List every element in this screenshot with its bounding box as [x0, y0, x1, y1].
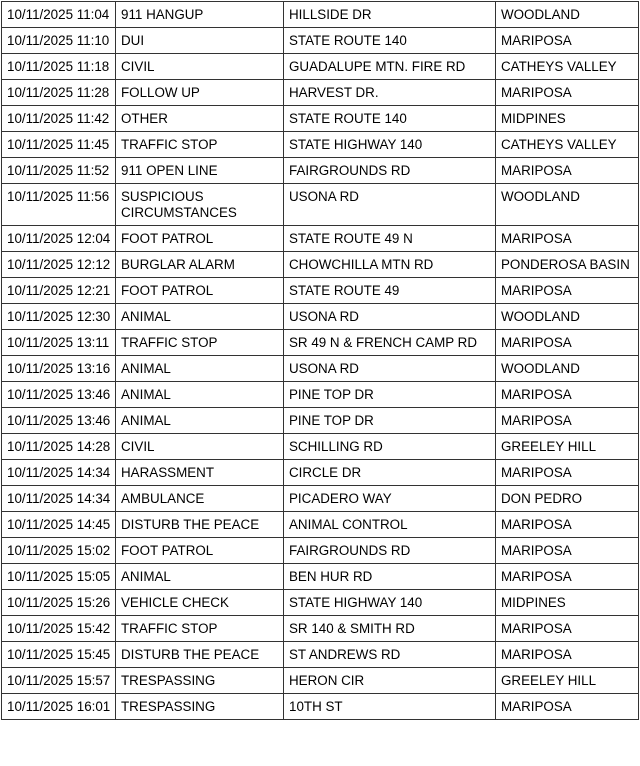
table-row	[2, 564, 639, 590]
area-cell: MARIPOSA	[496, 460, 639, 486]
call-type-cell: DISTURB THE PEACE	[116, 512, 284, 538]
datetime-cell: 10/11/2025 16:01	[2, 694, 116, 720]
location-cell: SR 49 N & FRENCH CAMP RD	[284, 330, 496, 356]
datetime-cell: 10/11/2025 12:04	[2, 226, 116, 252]
location-cell: STATE ROUTE 140	[284, 106, 496, 132]
table-row	[2, 106, 639, 132]
location-cell: SCHILLING RD	[284, 434, 496, 460]
area-cell: MARIPOSA	[496, 408, 639, 434]
call-type-cell: ANIMAL	[116, 382, 284, 408]
datetime-cell: 10/11/2025 13:16	[2, 356, 116, 382]
call-type-cell: FOOT PATROL	[116, 278, 284, 304]
location-cell: ANIMAL CONTROL	[284, 512, 496, 538]
table-row	[2, 538, 639, 564]
area-cell: WOODLAND	[496, 2, 639, 28]
table-row	[2, 382, 639, 408]
call-type-cell: FOOT PATROL	[116, 538, 284, 564]
table-row	[2, 278, 639, 304]
datetime-cell: 10/11/2025 12:12	[2, 252, 116, 278]
datetime-cell: 10/11/2025 15:26	[2, 590, 116, 616]
call-type-cell: ANIMAL	[116, 304, 284, 330]
call-type-cell: TRESPASSING	[116, 668, 284, 694]
table-row	[2, 434, 639, 460]
area-cell: MARIPOSA	[496, 382, 639, 408]
table-row	[2, 330, 639, 356]
call-type-cell: ANIMAL	[116, 564, 284, 590]
location-cell: FAIRGROUNDS RD	[284, 158, 496, 184]
area-cell: MARIPOSA	[496, 512, 639, 538]
call-type-cell: TRAFFIC STOP	[116, 330, 284, 356]
location-cell: CHOWCHILLA MTN RD	[284, 252, 496, 278]
area-cell: MARIPOSA	[496, 80, 639, 106]
call-type-cell: CIVIL	[116, 54, 284, 80]
location-cell: USONA RD	[284, 356, 496, 382]
call-type-cell: FOLLOW UP	[116, 80, 284, 106]
table-row	[2, 304, 639, 330]
table-row	[2, 460, 639, 486]
location-cell: PINE TOP DR	[284, 408, 496, 434]
location-cell: USONA RD	[284, 184, 496, 226]
table-row	[2, 132, 639, 158]
location-cell: PICADERO WAY	[284, 486, 496, 512]
area-cell: MARIPOSA	[496, 158, 639, 184]
location-cell: STATE ROUTE 140	[284, 28, 496, 54]
location-cell: STATE ROUTE 49 N	[284, 226, 496, 252]
area-cell: GREELEY HILL	[496, 434, 639, 460]
area-cell: GREELEY HILL	[496, 668, 639, 694]
table-row	[2, 252, 639, 278]
call-type-cell: CIVIL	[116, 434, 284, 460]
area-cell: MARIPOSA	[496, 28, 639, 54]
datetime-cell: 10/11/2025 14:45	[2, 512, 116, 538]
location-cell: STATE ROUTE 49	[284, 278, 496, 304]
call-type-cell: HARASSMENT	[116, 460, 284, 486]
call-type-cell: DISTURB THE PEACE	[116, 642, 284, 668]
area-cell: CATHEYS VALLEY	[496, 54, 639, 80]
call-log-body	[2, 2, 639, 720]
table-row	[2, 590, 639, 616]
area-cell: MIDPINES	[496, 590, 639, 616]
datetime-cell: 10/11/2025 15:45	[2, 642, 116, 668]
table-row	[2, 512, 639, 538]
location-cell: SR 140 & SMITH RD	[284, 616, 496, 642]
table-row	[2, 54, 639, 80]
call-type-cell: VEHICLE CHECK	[116, 590, 284, 616]
location-cell: GUADALUPE MTN. FIRE RD	[284, 54, 496, 80]
call-type-cell: AMBULANCE	[116, 486, 284, 512]
call-type-cell: FOOT PATROL	[116, 226, 284, 252]
call-type-cell: DUI	[116, 28, 284, 54]
call-type-cell: BURGLAR ALARM	[116, 252, 284, 278]
call-type-cell: 911 OPEN LINE	[116, 158, 284, 184]
table-row	[2, 158, 639, 184]
table-row	[2, 668, 639, 694]
call-type-cell: ANIMAL	[116, 408, 284, 434]
datetime-cell: 10/11/2025 15:42	[2, 616, 116, 642]
datetime-cell: 10/11/2025 11:52	[2, 158, 116, 184]
datetime-cell: 10/11/2025 11:56	[2, 184, 116, 226]
area-cell: MARIPOSA	[496, 538, 639, 564]
datetime-cell: 10/11/2025 12:21	[2, 278, 116, 304]
table-row	[2, 356, 639, 382]
datetime-cell: 10/11/2025 14:34	[2, 486, 116, 512]
location-cell: FAIRGROUNDS RD	[284, 538, 496, 564]
location-cell: HERON CIR	[284, 668, 496, 694]
datetime-cell: 10/11/2025 13:46	[2, 408, 116, 434]
call-type-cell: TRESPASSING	[116, 694, 284, 720]
area-cell: MARIPOSA	[496, 564, 639, 590]
area-cell: PONDEROSA BASIN	[496, 252, 639, 278]
call-type-cell: OTHER	[116, 106, 284, 132]
table-row	[2, 486, 639, 512]
area-cell: MARIPOSA	[496, 642, 639, 668]
datetime-cell: 10/11/2025 11:28	[2, 80, 116, 106]
datetime-cell: 10/11/2025 14:28	[2, 434, 116, 460]
table-row	[2, 2, 639, 28]
datetime-cell: 10/11/2025 15:05	[2, 564, 116, 590]
datetime-cell: 10/11/2025 11:10	[2, 28, 116, 54]
table-row	[2, 642, 639, 668]
area-cell: MARIPOSA	[496, 330, 639, 356]
call-type-cell: ANIMAL	[116, 356, 284, 382]
area-cell: DON PEDRO	[496, 486, 639, 512]
area-cell: MARIPOSA	[496, 278, 639, 304]
datetime-cell: 10/11/2025 11:04	[2, 2, 116, 28]
location-cell: BEN HUR RD	[284, 564, 496, 590]
area-cell: WOODLAND	[496, 304, 639, 330]
location-cell: PINE TOP DR	[284, 382, 496, 408]
datetime-cell: 10/11/2025 13:46	[2, 382, 116, 408]
table-row	[2, 694, 639, 720]
table-row	[2, 616, 639, 642]
datetime-cell: 10/11/2025 11:42	[2, 106, 116, 132]
area-cell: MARIPOSA	[496, 694, 639, 720]
datetime-cell: 10/11/2025 14:34	[2, 460, 116, 486]
location-cell: STATE HIGHWAY 140	[284, 590, 496, 616]
location-cell: STATE HIGHWAY 140	[284, 132, 496, 158]
location-cell: HILLSIDE DR	[284, 2, 496, 28]
call-type-cell: TRAFFIC STOP	[116, 616, 284, 642]
location-cell: USONA RD	[284, 304, 496, 330]
area-cell: MIDPINES	[496, 106, 639, 132]
area-cell: MARIPOSA	[496, 616, 639, 642]
datetime-cell: 10/11/2025 15:57	[2, 668, 116, 694]
location-cell: HARVEST DR.	[284, 80, 496, 106]
table-row	[2, 80, 639, 106]
call-log-table	[1, 1, 639, 720]
datetime-cell: 10/11/2025 11:45	[2, 132, 116, 158]
location-cell: ST ANDREWS RD	[284, 642, 496, 668]
table-row	[2, 28, 639, 54]
call-type-cell: SUSPICIOUS CIRCUMSTANCES	[116, 184, 284, 226]
location-cell: CIRCLE DR	[284, 460, 496, 486]
call-type-cell: 911 HANGUP	[116, 2, 284, 28]
location-cell: 10TH ST	[284, 694, 496, 720]
table-row	[2, 184, 639, 226]
area-cell: WOODLAND	[496, 356, 639, 382]
call-type-cell: TRAFFIC STOP	[116, 132, 284, 158]
area-cell: MARIPOSA	[496, 226, 639, 252]
datetime-cell: 10/11/2025 13:11	[2, 330, 116, 356]
table-row	[2, 408, 639, 434]
area-cell: WOODLAND	[496, 184, 639, 226]
datetime-cell: 10/11/2025 11:18	[2, 54, 116, 80]
table-row	[2, 226, 639, 252]
datetime-cell: 10/11/2025 12:30	[2, 304, 116, 330]
datetime-cell: 10/11/2025 15:02	[2, 538, 116, 564]
area-cell: CATHEYS VALLEY	[496, 132, 639, 158]
